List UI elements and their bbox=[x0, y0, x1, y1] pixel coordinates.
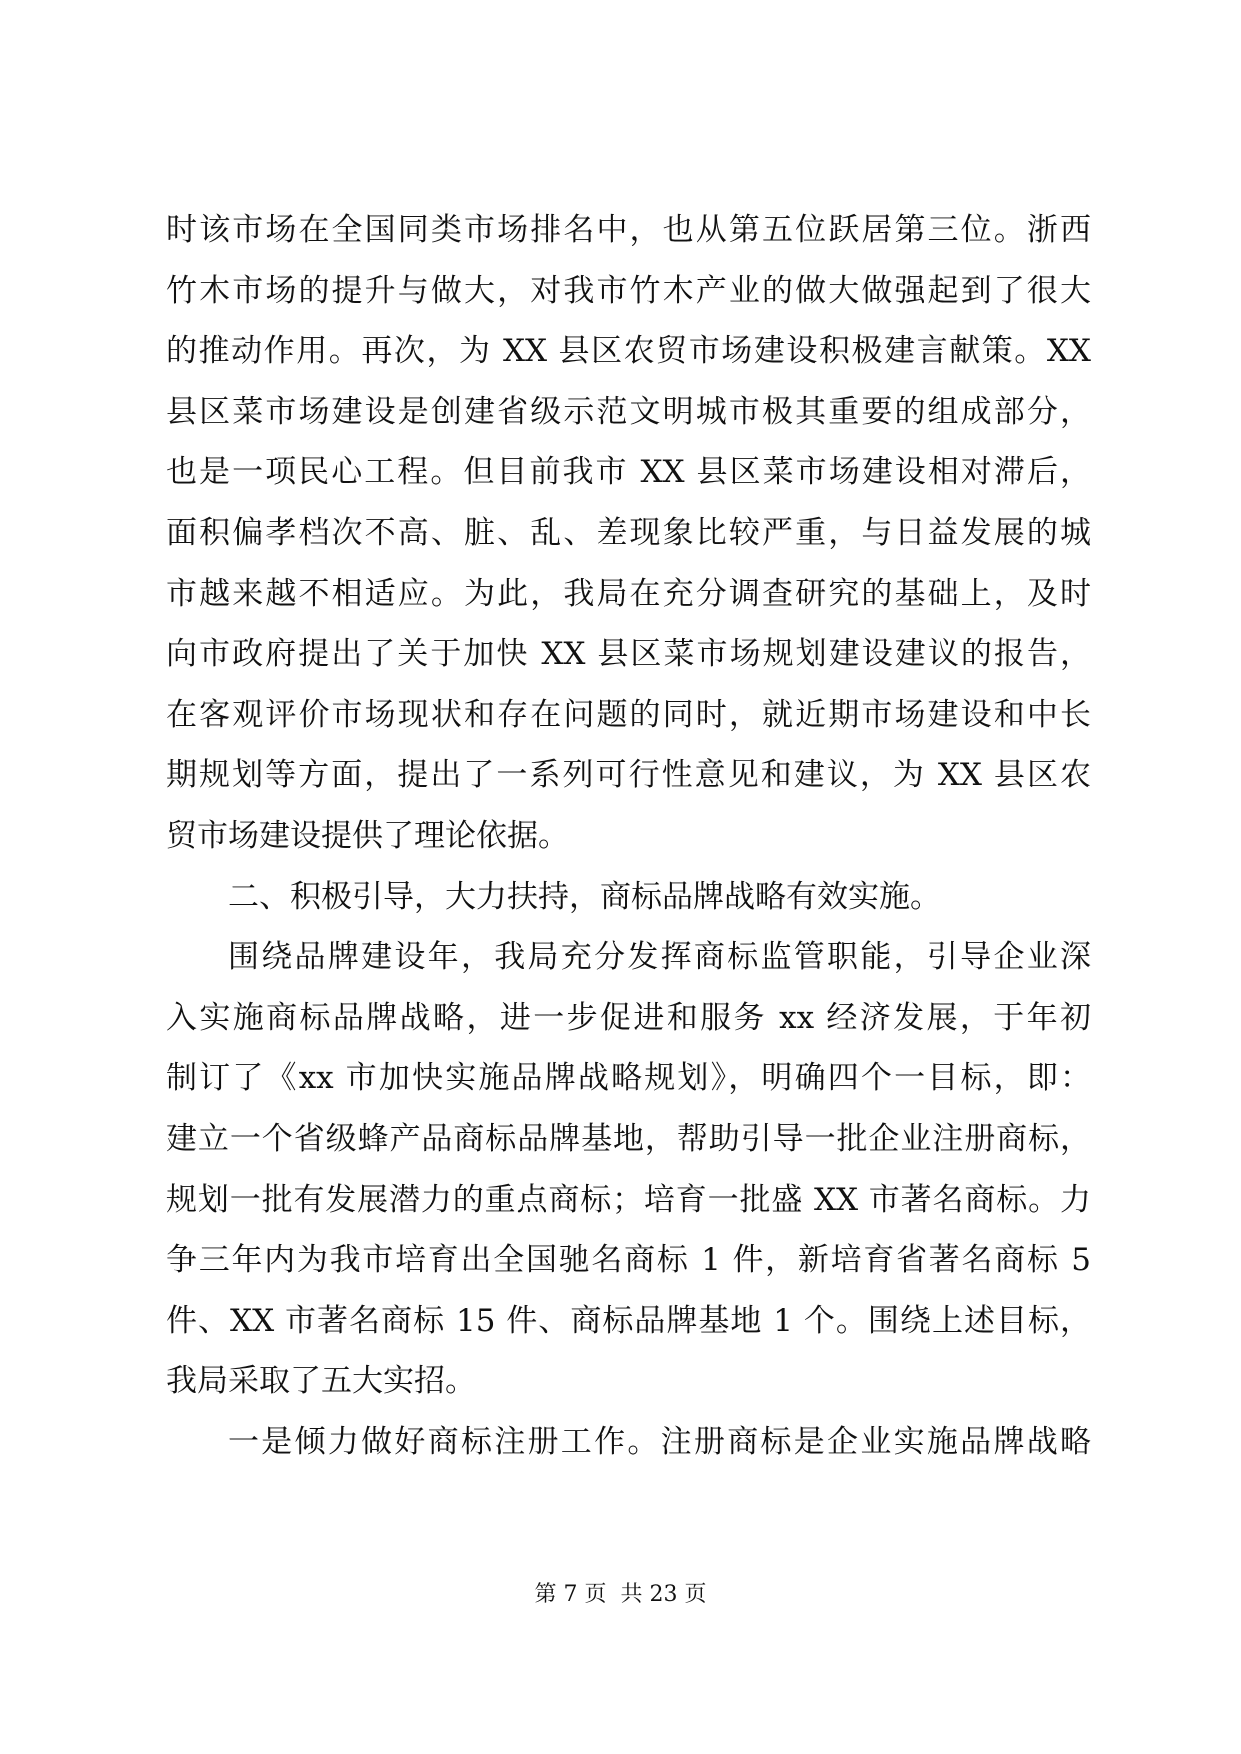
text-line: 一是倾力做好商标注册工作。注册商标是企业实施品牌战略 bbox=[228, 1423, 1091, 1460]
text-line: 竹木市场的提升与做大，对我市竹木产业的做大做强起到了很大 bbox=[166, 272, 1091, 309]
text-line: 期规划等方面，提出了一系列可行性意见和建议，为 XX 县区农 bbox=[166, 757, 1091, 794]
section-heading: 二、积极引导，大力扶持，商标品牌战略有效实施。 bbox=[228, 878, 941, 915]
text-line: 制订了《xx 市加快实施品牌战略规划》，明确四个一目标，即： bbox=[166, 1060, 1091, 1097]
text-line: 的推动作用。再次，为 XX 县区农贸市场建设积极建言献策。XX bbox=[166, 333, 1091, 370]
text-line: 市越来越不相适应。为此，我局在充分调查研究的基础上，及时 bbox=[166, 575, 1091, 612]
text-line: 规划一批有发展潜力的重点商标；培育一批盛 XX 市著名商标。力 bbox=[166, 1181, 1091, 1218]
text-line: 也是一项民心工程。但目前我市 XX 县区菜市场建设相对滞后， bbox=[166, 454, 1091, 491]
text-line: 贸市场建设提供了理论依据。 bbox=[166, 817, 569, 854]
text-line: 在客观评价市场现状和存在问题的同时，就近期市场建设和中长 bbox=[166, 696, 1091, 733]
text-line: 围绕品牌建设年，我局充分发挥商标监管职能，引导企业深 bbox=[228, 939, 1091, 976]
page-footer: 第 7 页 共 23 页 bbox=[534, 1582, 707, 1607]
text-line: 县区菜市场建设是创建省级示范文明城市极其重要的组成部分， bbox=[166, 393, 1091, 430]
text-line: 争三年内为我市培育出全国驰名商标 1 件，新培育省著名商标 5 bbox=[166, 1242, 1091, 1279]
text-line: 面积偏孝档次不高、脏、乱、差现象比较严重，与日益发展的城 bbox=[166, 514, 1091, 551]
text-line: 入实施商标品牌战略，进一步促进和服务 xx 经济发展，于年初 bbox=[166, 999, 1091, 1036]
text-line: 件、XX 市著名商标 15 件、商标品牌基地 1 个。围绕上述目标， bbox=[166, 1302, 1091, 1339]
body-text bbox=[166, 200, 1091, 1472]
text-line: 时该市场在全国同类市场排名中，也从第五位跃居第三位。浙西 bbox=[166, 212, 1091, 248]
text-line: 我局采取了五大实招。 bbox=[166, 1363, 476, 1400]
text-line: 建立一个省级蜂产品商标品牌基地，帮助引导一批企业注册商标， bbox=[166, 1120, 1091, 1157]
text-line: 向市政府提出了关于加快 XX 县区菜市场规划建设建议的报告， bbox=[166, 636, 1091, 673]
